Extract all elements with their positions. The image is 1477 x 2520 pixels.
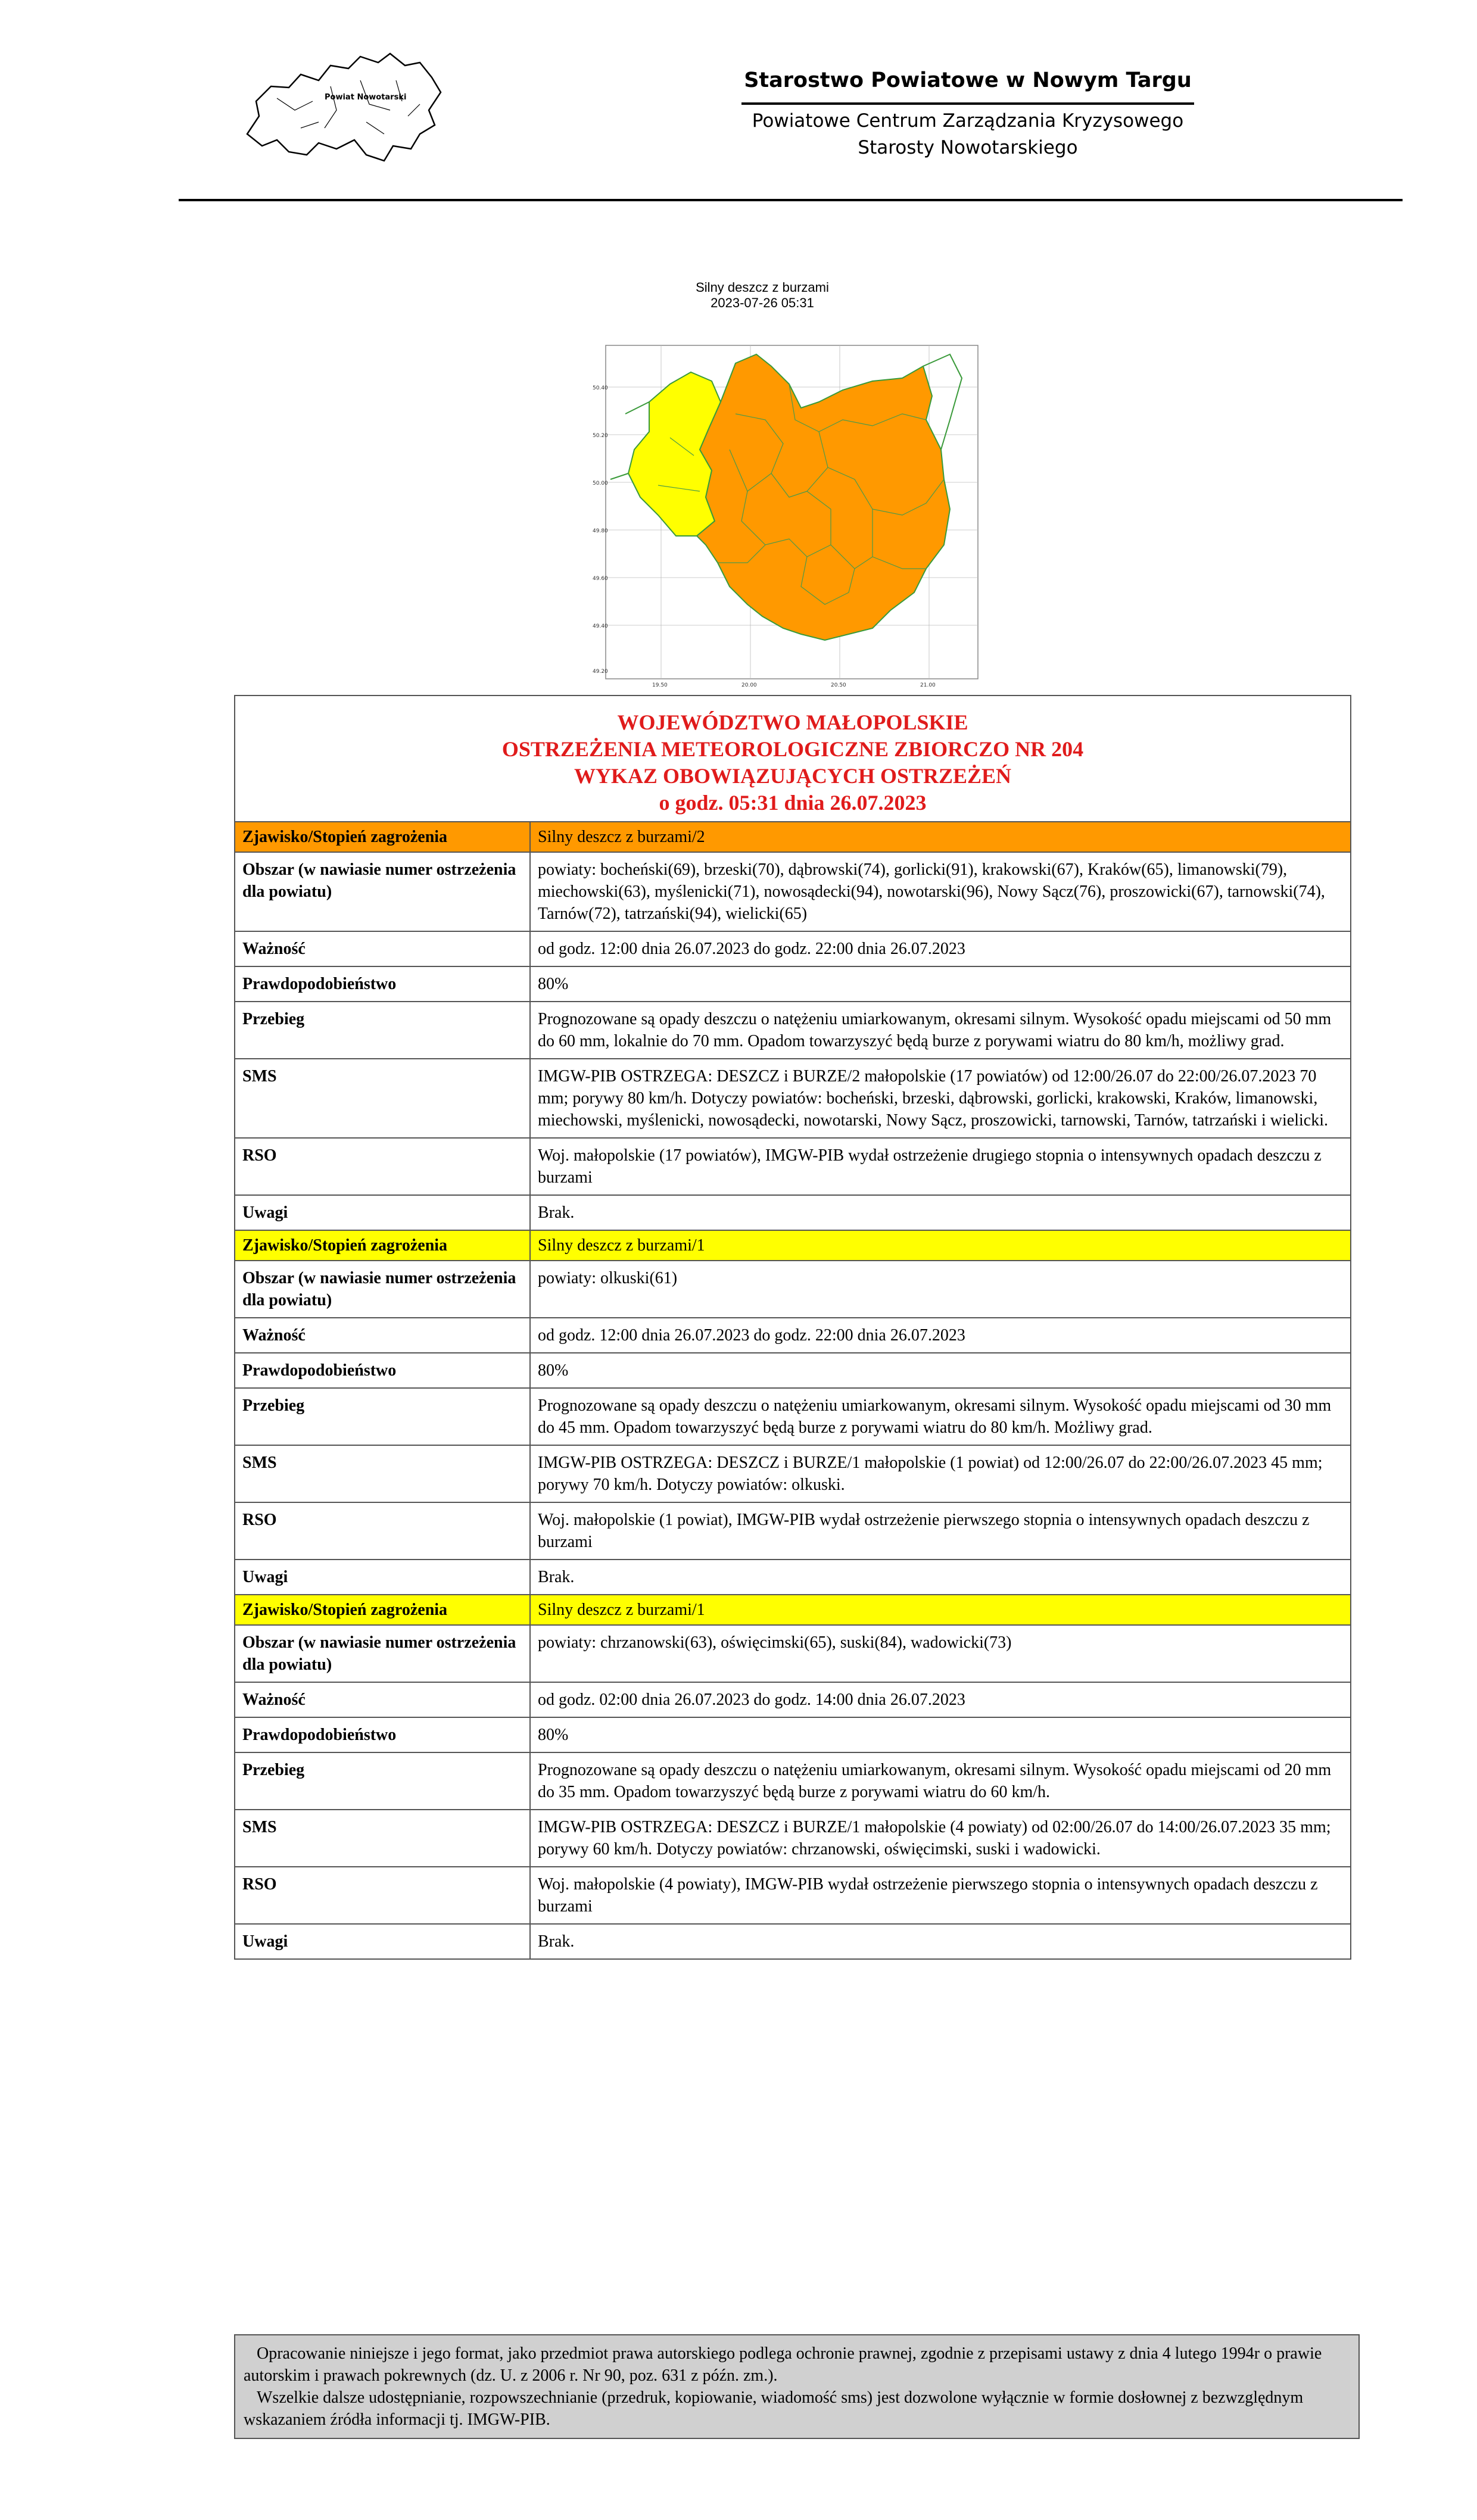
row-label: Prawdopodobieństwo <box>235 1353 530 1388</box>
title-line-1: WOJEWÓDZTWO MAŁOPOLSKIE <box>617 710 968 734</box>
warning-3-course: Prognozowane są opady deszczu o natężeniu umiarkowanym, okresami silnym. Wysokość opadu miejscami od 20 mm do 35 mm. Opadom towarzyszyć będą burze z porywami wiatru do 60 km/h. <box>530 1752 1351 1810</box>
row-label: Przebieg <box>235 1752 530 1810</box>
table-row <box>235 931 1351 966</box>
warning-1-area: powiaty: bocheński(69), brzeski(70), dąbrowski(74), gorlicki(91), krakowski(67), Kraków(65), limanowski(79), miechowski(63), myślenicki(71), nowosądecki(94), nowotarski(96), Nowy Sącz(76), proszowicki(67), tarnowski(74), Tarnów(72), tatrzański(94), wielicki(65) <box>530 852 1351 931</box>
office-subtitle-2: Starosty Nowotarskiego <box>858 137 1078 158</box>
title-underline <box>741 102 1194 105</box>
row-label: Prawdopodobieństwo <box>235 966 530 1002</box>
row-label: Przebieg <box>235 1002 530 1059</box>
copyright-note: Opracowanie niniejsze i jego format, jako przedmiot prawa autorskiego podlega ochronie prawnej, zgodnie z przepisami ustawy z dnia 4 lutego 1994r o prawie autorskim i prawach pokrewnych (dz. U. z 2006 r. Nr 90, poz. 631 z późn. zm.). <box>244 2344 1322 2385</box>
row-label: Zjawisko/Stopień zagrożenia <box>235 1230 530 1261</box>
warning-2-sms: IMGW-PIB OSTRZEGA: DESZCZ i BURZE/1 małopolskie (1 powiat) od 12:00/26.07 do 22:00/26.07.2023 45 mm; porywy 70 km/h. Dotyczy powiatów: olkuski. <box>530 1445 1351 1502</box>
map-caption <box>596 280 929 311</box>
table-row <box>235 1388 1351 1445</box>
warnings-table <box>234 695 1351 1960</box>
title-line-2: OSTRZEŻENIA METEOROLOGICZNE ZBIORCZO NR 204 <box>501 737 1084 761</box>
row-label: RSO <box>235 1502 530 1560</box>
copyright-footer <box>234 2334 1360 2439</box>
powiat-nowotarski-logo <box>241 45 447 167</box>
row-label: RSO <box>235 1138 530 1195</box>
warning-map <box>593 330 989 688</box>
row-label: RSO <box>235 1867 530 1924</box>
table-row <box>235 1867 1351 1924</box>
warning-2-phenomenon: Silny deszcz z burzami/1 <box>530 1230 1351 1261</box>
warning-1-validity: od godz. 12:00 dnia 26.07.2023 do godz. 22:00 dnia 26.07.2023 <box>530 931 1351 966</box>
table-row <box>235 1625 1351 1682</box>
table-row <box>235 1002 1351 1059</box>
row-label: Uwagi <box>235 1560 530 1595</box>
warning-1-sms: IMGW-PIB OSTRZEGA: DESZCZ i BURZE/2 małopolskie (17 powiatów) od 12:00/26.07 do 22:00/26.07.2023 70 mm; porywy 80 km/h. Dotyczy powiatów: bocheński, brzeski, dąbrowski, gorlicki, krakowski, Kraków, limanowski, miechowski, myślenicki, nowosądecki, nowotarski, Nowy Sącz, proszowicki, tarnowski, Tarnów, tatrzański i wielicki. <box>530 1059 1351 1138</box>
svg-text:50.20: 50.20 <box>593 433 608 439</box>
row-label: SMS <box>235 1445 530 1502</box>
warning-1-rso: Woj. małopolskie (17 powiatów), IMGW-PIB wydał ostrzeżenie drugiego stopnia o intensywnych opadach deszczu z burzami <box>530 1138 1351 1195</box>
title-line-3: WYKAZ OBOWIĄZUJĄCYCH OSTRZEŻEŃ <box>574 764 1012 788</box>
row-label: SMS <box>235 1059 530 1138</box>
row-label: Obszar (w nawiasie numer ostrzeżenia dla powiatu) <box>235 1261 530 1318</box>
row-label: Uwagi <box>235 1924 530 1959</box>
table-row <box>235 1318 1351 1353</box>
warning-1-header <box>235 822 1351 852</box>
row-label: Przebieg <box>235 1388 530 1445</box>
table-row <box>235 1445 1351 1502</box>
warning-3-header <box>235 1595 1351 1625</box>
svg-text:50.00: 50.00 <box>593 481 608 486</box>
warning-2-notes: Brak. <box>530 1560 1351 1595</box>
warning-2-rso: Woj. małopolskie (1 powiat), IMGW-PIB wydał ostrzeżenie pierwszego stopnia o intensywnych opadach deszczu z burzami <box>530 1502 1351 1560</box>
row-label: Prawdopodobieństwo <box>235 1717 530 1752</box>
svg-text:19.50: 19.50 <box>652 682 668 688</box>
table-row <box>235 1195 1351 1230</box>
svg-text:49.20: 49.20 <box>593 669 608 675</box>
warning-1-course: Prognozowane są opady deszczu o natężeniu umiarkowanym, okresami silnym. Wysokość opadu miejscami od 50 mm do 60 mm, lokalnie do 70 mm. Opadom towarzyszyć będą burze z porywami wiatru do 80 km/h, możliwy grad. <box>530 1002 1351 1059</box>
warning-3-probability: 80% <box>530 1717 1351 1752</box>
warning-3-rso: Woj. małopolskie (4 powiaty), IMGW-PIB wydał ostrzeżenie pierwszego stopnia o intensywnych opadach deszczu z burzami <box>530 1867 1351 1924</box>
svg-text:20.50: 20.50 <box>831 682 846 688</box>
table-row <box>235 1752 1351 1810</box>
table-row <box>235 1059 1351 1138</box>
row-label: Ważność <box>235 1682 530 1717</box>
svg-text:49.60: 49.60 <box>593 576 608 582</box>
office-subtitle-1: Powiatowe Centrum Zarządzania Kryzysowego <box>752 110 1184 132</box>
warning-3-sms: IMGW-PIB OSTRZEGA: DESZCZ i BURZE/1 małopolskie (4 powiaty) od 02:00/26.07 do 14:00/26.07.2023 35 mm; porywy 60 km/h. Dotyczy powiatów: chrzanowski, oświęcimski, suski i wadowicki. <box>530 1810 1351 1867</box>
warning-1-probability: 80% <box>530 966 1351 1002</box>
map-title: Silny deszcz z burzami <box>696 280 829 295</box>
warning-1-notes: Brak. <box>530 1195 1351 1230</box>
table-row <box>235 1261 1351 1318</box>
table-row <box>235 1138 1351 1195</box>
table-row <box>235 1924 1351 1959</box>
warning-3-area: powiaty: chrzanowski(63), oświęcimski(65), suski(84), wadowicki(73) <box>530 1625 1351 1682</box>
map-datetime: 2023-07-26 05:31 <box>711 295 814 310</box>
office-title: Starostwo Powiatowe w Nowym Targu <box>744 68 1192 92</box>
table-row <box>235 966 1351 1002</box>
warning-2-validity: od godz. 12:00 dnia 26.07.2023 do godz. 22:00 dnia 26.07.2023 <box>530 1318 1351 1353</box>
svg-text:20.00: 20.00 <box>741 682 757 688</box>
svg-text:49.80: 49.80 <box>593 528 608 534</box>
row-label: Obszar (w nawiasie numer ostrzeżenia dla powiatu) <box>235 852 530 931</box>
row-label: Uwagi <box>235 1195 530 1230</box>
row-label: Ważność <box>235 1318 530 1353</box>
distribution-note: Wszelkie dalsze udostępnianie, rozpowszechnianie (przedruk, kopiowanie, wiadomość sms) jest dozwolone wyłącznie w formie dosłownej z bezwzględnym wskazaniem źródła informacji tj. IMGW-PIB. <box>244 2388 1304 2429</box>
table-row <box>235 1353 1351 1388</box>
row-label: Zjawisko/Stopień zagrożenia <box>235 822 530 852</box>
row-label: Zjawisko/Stopień zagrożenia <box>235 1595 530 1625</box>
table-row <box>235 1502 1351 1560</box>
table-row <box>235 1717 1351 1752</box>
row-label: SMS <box>235 1810 530 1867</box>
svg-text:21.00: 21.00 <box>920 682 936 688</box>
title-line-4: o godz. 05:31 dnia 26.07.2023 <box>659 791 927 815</box>
warning-3-validity: od godz. 02:00 dnia 26.07.2023 do godz. 14:00 dnia 26.07.2023 <box>530 1682 1351 1717</box>
warning-1-phenomenon: Silny deszcz z burzami/2 <box>530 822 1351 852</box>
report-title <box>235 696 1351 822</box>
warning-2-probability: 80% <box>530 1353 1351 1388</box>
warning-3-phenomenon: Silny deszcz z burzami/1 <box>530 1595 1351 1625</box>
table-row <box>235 1560 1351 1595</box>
table-row <box>235 1810 1351 1867</box>
header-divider <box>179 199 1403 201</box>
warning-2-area: powiaty: olkuski(61) <box>530 1261 1351 1318</box>
svg-text:50.40: 50.40 <box>593 385 608 391</box>
warning-3-notes: Brak. <box>530 1924 1351 1959</box>
warning-2-header <box>235 1230 1351 1261</box>
row-label: Ważność <box>235 931 530 966</box>
table-row <box>235 1682 1351 1717</box>
row-label: Obszar (w nawiasie numer ostrzeżenia dla powiatu) <box>235 1625 530 1682</box>
warning-2-course: Prognozowane są opady deszczu o natężeniu umiarkowanym, okresami silnym. Wysokość opadu miejscami od 30 mm do 45 mm. Opadom towarzyszyć będą burze z porywami wiatru do 80 km/h. Możliwy grad. <box>530 1388 1351 1445</box>
logo-label: Powiat Nowotarski <box>325 93 407 102</box>
table-row <box>235 852 1351 931</box>
lon-labels <box>652 682 936 688</box>
svg-text:49.40: 49.40 <box>593 623 608 629</box>
